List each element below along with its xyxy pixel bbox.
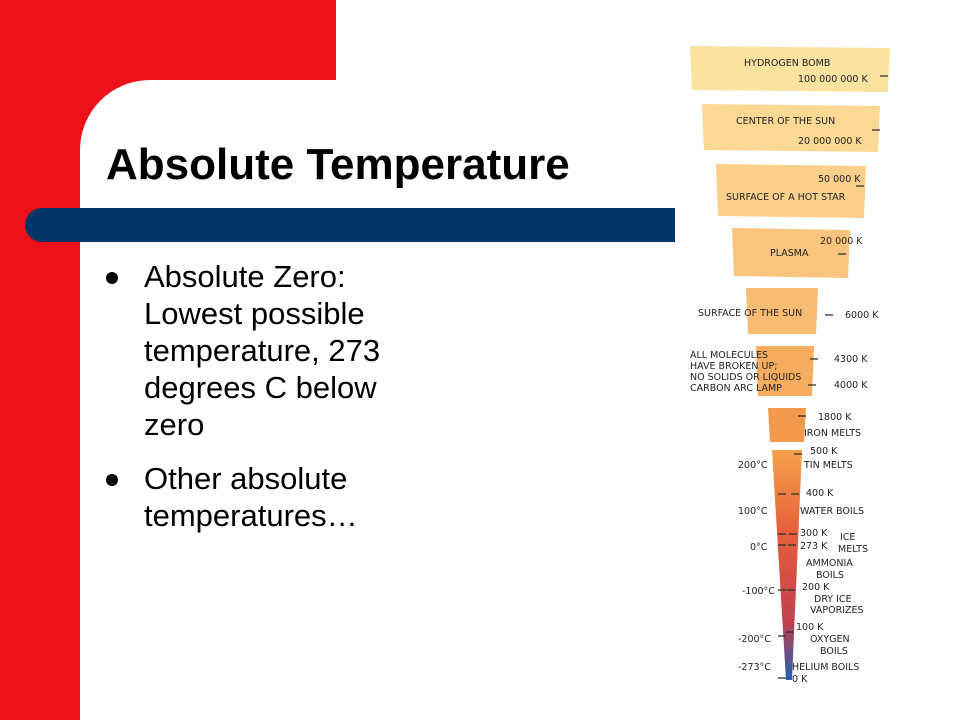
scale-label: DRY ICE: [814, 594, 852, 605]
scale-value: 400 K: [806, 488, 834, 499]
scale-value: 0 K: [792, 674, 808, 685]
scale-label: HELIUM BOILS: [792, 662, 860, 673]
slide-title: Absolute Temperature: [106, 140, 570, 189]
bullet-list: [106, 258, 436, 551]
scale-label: IRON MELTS: [804, 428, 862, 439]
scale-label: HAVE BROKEN UP;: [690, 361, 778, 372]
scale-band: [690, 46, 890, 92]
bullet-dot-icon: [106, 272, 118, 284]
scale-value: 20 000 K: [820, 236, 863, 247]
scale-column: [772, 450, 802, 680]
celsius-label: -273°C: [738, 662, 771, 673]
scale-label: HYDROGEN BOMB: [744, 58, 831, 69]
scale-label: ALL MOLECULES: [690, 350, 768, 361]
scale-value: 4300 K: [834, 354, 868, 365]
bullet-text: Other absolute temperatures…: [144, 461, 358, 533]
bullet-dot-icon: [106, 474, 118, 486]
scale-label: CARBON ARC LAMP: [690, 383, 782, 394]
scale-label: OXYGEN: [810, 634, 850, 645]
title-rule-bar: [25, 208, 675, 242]
scale-label: CENTER OF THE SUN: [736, 116, 836, 127]
scale-value: 100 000 000 K: [798, 74, 868, 85]
scale-label: SURFACE OF A HOT STAR: [726, 192, 846, 203]
scale-label: ICE: [840, 532, 856, 543]
celsius-label: 200°C: [738, 460, 768, 471]
scale-value: 6000 K: [845, 310, 879, 321]
scale-value: 273 K: [800, 541, 828, 552]
scale-value: 50 000 K: [818, 174, 861, 185]
scale-value: 500 K: [810, 446, 838, 457]
scale-label: NO SOLIDS OR LIQUIDS: [690, 372, 802, 383]
celsius-label: -200°C: [738, 634, 771, 645]
scale-label: BOILS: [816, 570, 844, 581]
scale-label: BOILS: [820, 646, 848, 657]
scale-value: 20 000 000 K: [798, 136, 862, 147]
celsius-label: 0°C: [750, 542, 768, 553]
scale-label: SURFACE OF THE SUN: [698, 308, 803, 319]
scale-label: MELTS: [838, 544, 869, 555]
bullet-item: [106, 460, 436, 534]
scale-label: VAPORIZES: [810, 605, 864, 616]
scale-label: PLASMA: [770, 248, 809, 259]
scale-label: WATER BOILS: [800, 506, 865, 517]
scale-value: 200 K: [802, 582, 830, 593]
scale-value: 4000 K: [834, 380, 868, 391]
bullet-text: Absolute Zero: Lowest possible temperature, 273 degrees C below zero: [144, 259, 381, 442]
bullet-item: [106, 258, 436, 443]
temperature-scale-figure: [680, 40, 900, 705]
scale-value: 300 K: [800, 528, 828, 539]
scale-label: TIN MELTS: [804, 460, 853, 471]
scale-value: 100 K: [796, 622, 824, 633]
scale-value: 1800 K: [818, 412, 852, 423]
scale-band: [768, 408, 806, 442]
scale-label: AMMONIA: [806, 558, 853, 569]
celsius-label: -100°C: [742, 586, 775, 597]
scale-band: [716, 164, 866, 218]
celsius-label: 100°C: [738, 506, 768, 517]
temperature-scale-svg: [680, 40, 900, 705]
